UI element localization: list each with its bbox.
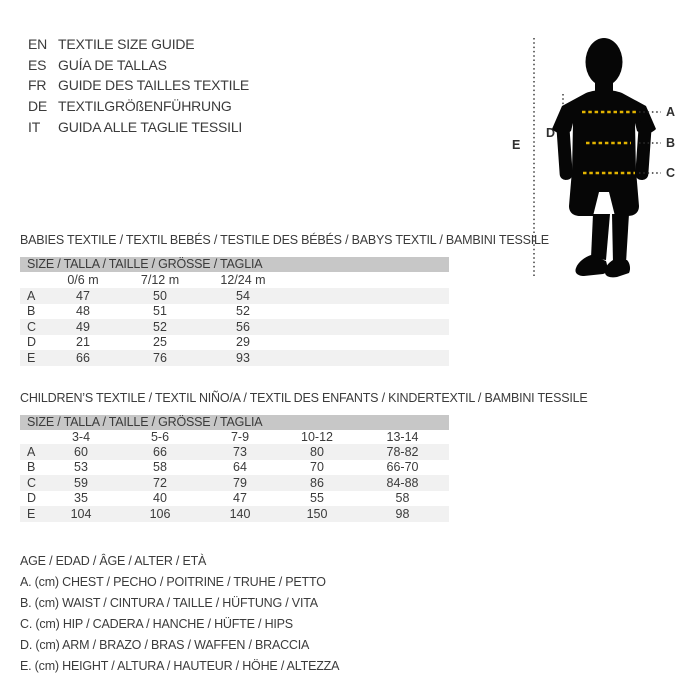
measure-label-a: A [666, 105, 676, 119]
column-header: 12/24 m [220, 273, 266, 287]
table-cell: 59 [74, 475, 88, 490]
language-code: FR [28, 77, 47, 94]
language-list [28, 34, 249, 138]
legend-height-line: E. (cm) HEIGHT / ALTURA / HAUTEUR / HÖHE / ALTEZZA [20, 659, 340, 673]
language-code: ES [28, 56, 47, 73]
table-cell: 47 [76, 288, 90, 303]
row-label: B [27, 304, 36, 319]
table-cell: 64 [233, 460, 247, 475]
babies-section-title: BABIES TEXTILE / TEXTIL BEBÉS / TESTILE DES BÉBÉS / BABYS TEXTIL / BAMBINI TESSILE [20, 233, 549, 247]
table-cell: 86 [310, 475, 324, 490]
language-code: IT [28, 118, 41, 135]
table-row [20, 506, 449, 522]
table-cell: 50 [153, 288, 167, 303]
table-cell: 51 [153, 304, 167, 319]
table-row [20, 319, 449, 335]
row-label: B [27, 460, 36, 475]
table-cell: 49 [76, 319, 90, 334]
table-cell: 73 [233, 444, 247, 459]
table-cell: 140 [229, 506, 251, 521]
table-cell: 66 [76, 350, 90, 365]
measure-label-c: C [666, 166, 676, 180]
table-cell: 150 [306, 506, 328, 521]
language-row-es [28, 55, 249, 76]
language-title: TEXTILE SIZE GUIDE [58, 36, 195, 52]
measure-label-e: E [512, 138, 521, 152]
row-label: D [27, 491, 37, 506]
table-cell: 52 [236, 304, 250, 319]
table-cell: 98 [395, 506, 410, 521]
language-title: GUIDA ALLE TAGLIE TESSILI [58, 118, 243, 135]
row-label: C [27, 319, 37, 334]
language-row-fr [28, 75, 249, 96]
children-size-header-bar: SIZE / TALLA / TAILLE / GRÖSSE / TAGLIA [20, 415, 449, 430]
legend-age-line: AGE / EDAD / ÂGE / ALTER / ETÀ [20, 554, 207, 568]
row-label: D [27, 335, 37, 350]
table-cell: 35 [74, 491, 88, 506]
table-cell: 66-70 [386, 460, 419, 475]
table-cell: 84-88 [386, 475, 419, 490]
table-row [20, 475, 449, 491]
table-cell: 72 [153, 475, 167, 490]
table-cell: 47 [233, 491, 247, 506]
table-cell: 40 [153, 491, 167, 506]
table-cell: 66 [153, 444, 167, 459]
table-cell: 93 [236, 350, 250, 365]
language-title: TEXTILGRÖßENFÜHRUNG [58, 98, 232, 115]
table-cell: 25 [153, 335, 167, 350]
table-cell: 60 [74, 444, 88, 459]
table-cell: 56 [236, 319, 250, 334]
boy-silhouette [552, 38, 656, 277]
table-cell: 70 [310, 460, 324, 475]
table-cell: 58 [395, 491, 410, 506]
table-cell: 79 [233, 475, 247, 490]
table-cell: 58 [153, 460, 167, 475]
language-title: GUIDE DES TAILLES TEXTILE [58, 77, 250, 94]
table-cell: 21 [76, 335, 90, 350]
babies-size-header-bar: SIZE / TALLA / TAILLE / GRÖSSE / TAGLIA [20, 257, 449, 272]
child-silhouette-icon [498, 22, 698, 290]
column-header: 13-14 [386, 430, 419, 444]
table-cell: 106 [149, 506, 171, 521]
table-cell: 55 [310, 491, 324, 506]
column-header: 5-6 [150, 430, 170, 444]
table-cell: 78-82 [386, 444, 419, 459]
legend-chest-line: A. (cm) CHEST / PECHO / POITRINE / TRUHE / PETTO [20, 575, 326, 589]
column-header: 3-4 [71, 430, 91, 444]
table-row [20, 335, 449, 351]
legend-hip-line: C. (cm) HIP / CADERA / HANCHE / HÜFTE / HIPS [20, 617, 293, 631]
table-row [20, 444, 449, 460]
table-row [20, 304, 449, 320]
language-row-en [28, 34, 249, 55]
size-diagram [498, 22, 698, 290]
table-row [20, 350, 449, 366]
babies-size-table [20, 257, 449, 366]
row-label: C [27, 475, 37, 490]
language-code: DE [28, 98, 48, 115]
row-label: E [27, 506, 36, 521]
column-header: 7-9 [230, 430, 250, 444]
measure-label-d: D [546, 126, 556, 140]
column-header: 10-12 [301, 430, 333, 444]
legend-arm-line: D. (cm) ARM / BRAZO / BRAS / WAFFEN / BRACCIA [20, 638, 310, 652]
language-row-de [28, 96, 249, 117]
babies-column-header-row [20, 272, 449, 288]
children-column-header-row [20, 430, 449, 444]
table-cell: 52 [153, 319, 167, 334]
language-title: GUÍA DE TALLAS [58, 56, 167, 73]
table-cell: 54 [236, 288, 250, 303]
measurement-legend [20, 551, 339, 677]
table-cell: 76 [153, 350, 167, 365]
table-cell: 29 [236, 335, 250, 350]
table-cell: 53 [74, 460, 88, 475]
table-cell: 48 [76, 304, 90, 319]
legend-waist-line: B. (cm) WAIST / CINTURA / TAILLE / HÜFTUNG / VITA [20, 596, 318, 610]
table-cell: 104 [70, 506, 92, 521]
row-label: A [27, 444, 36, 459]
row-label: E [27, 350, 36, 365]
language-row-it [28, 117, 249, 138]
children-section-title: CHILDREN’S TEXTILE / TEXTIL NIÑO/A / TEXTIL DES ENFANTS / KINDERTEXTIL / BAMBINI TESSILE [20, 391, 588, 405]
row-label: A [27, 288, 36, 303]
column-header: 7/12 m [140, 273, 180, 287]
column-header: 0/6 m [67, 273, 99, 287]
table-row [20, 491, 449, 507]
children-size-table [20, 415, 449, 522]
table-row [20, 288, 449, 304]
measure-label-b: B [666, 136, 676, 150]
table-row [20, 460, 449, 476]
table-cell: 80 [310, 444, 324, 459]
language-code: EN [28, 36, 48, 52]
